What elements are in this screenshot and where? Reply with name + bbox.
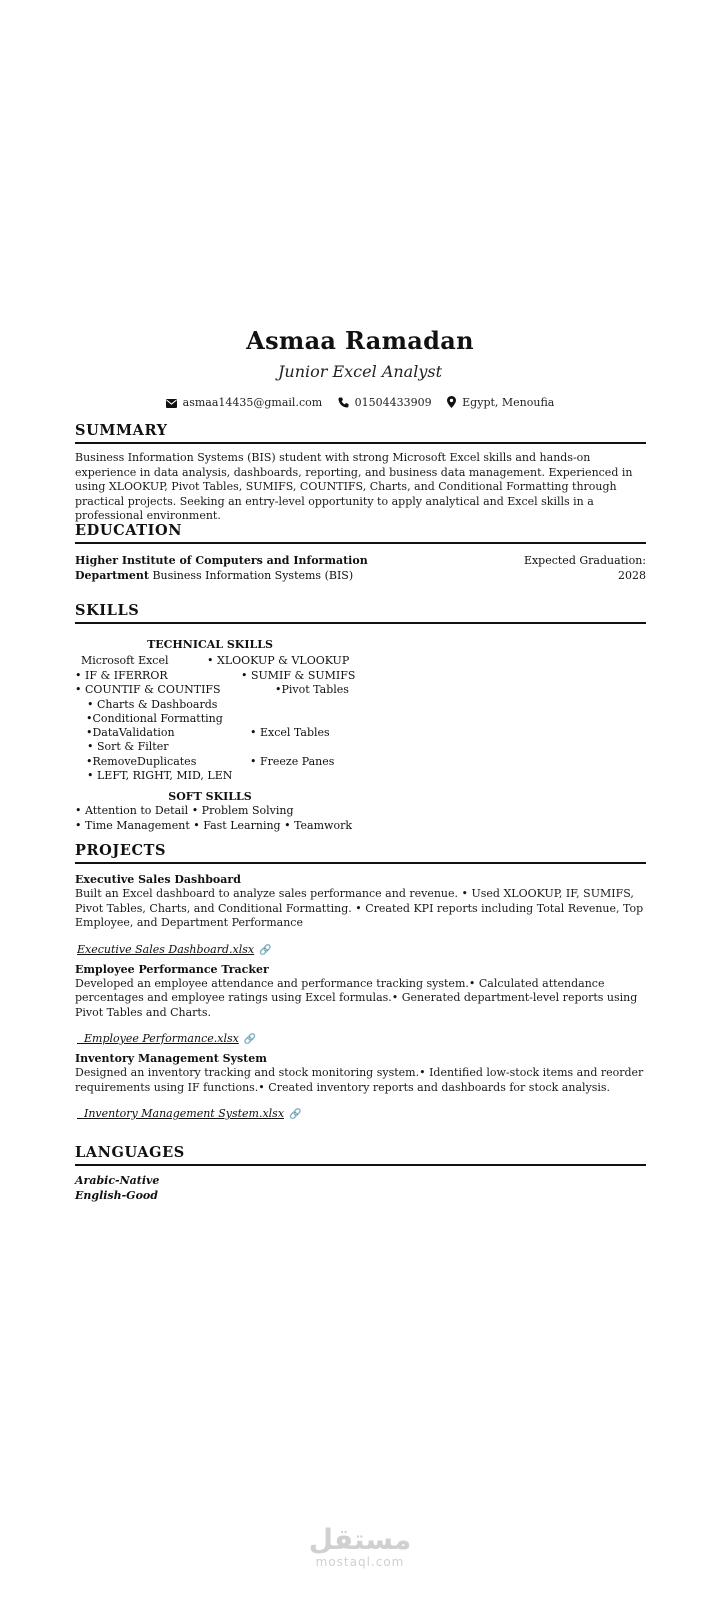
contact-phone[interactable] <box>338 396 432 409</box>
skill-item: • Freeze Panes <box>250 755 335 768</box>
skill-item: • SUMIF & SUMIFS <box>241 669 356 682</box>
skills-section <box>75 602 646 832</box>
project-file-link[interactable]: Employee Performance.xlsx <box>77 1032 239 1045</box>
skill-item: • COUNTIF & COUNTIFS <box>75 683 221 696</box>
skill-item: • Sort & Filter <box>87 740 169 753</box>
phone-icon <box>338 397 349 408</box>
envelope-icon <box>166 399 177 408</box>
project-file-link[interactable]: Inventory Management System.xlsx <box>77 1107 285 1120</box>
skill-item: • Excel Tables <box>250 726 330 739</box>
project-title: Executive Sales Dashboard <box>75 873 241 886</box>
language-item: English-Good <box>75 1189 158 1202</box>
phone-text: 01504433909 <box>354 395 432 409</box>
skill-item: •Conditional Formatting <box>86 712 223 725</box>
soft-skills-line: • Attention to Detail • Problem Solving <box>75 804 294 817</box>
skill-item: •Pivot Tables <box>275 683 349 696</box>
job-title: Junior Excel Analyst <box>277 362 443 381</box>
project-link-row <box>77 938 646 957</box>
link-icon: 🔗 <box>289 1109 302 1120</box>
project-item <box>75 963 646 1047</box>
contact-location <box>447 396 554 409</box>
watermark-arabic: مستقل <box>308 1523 412 1556</box>
watermark-latin: mostaql.com <box>315 1555 405 1569</box>
department-label: Department <box>75 568 149 582</box>
project-title: Employee Performance Tracker <box>75 962 269 976</box>
project-title: Inventory Management System <box>75 1052 267 1065</box>
technical-skills-title: TECHNICAL SKILLS <box>147 638 273 651</box>
education-entry <box>75 554 646 583</box>
languages-section <box>75 1144 646 1203</box>
project-link-row <box>77 1027 646 1046</box>
skill-item: Microsoft Excel <box>81 654 169 667</box>
project-description: Designed an inventory tracking and stock monitoring system.• Identified low-stock items and reorder requirements using IF functions.• Created inventory reports and dashboards for stock analysis. <box>75 1066 644 1094</box>
contact-row <box>0 395 720 409</box>
email-text: asmaa14435@gmail.com <box>182 395 323 409</box>
institution-name: Higher Institute of Computers and Information <box>75 554 368 567</box>
project-description: Built an Excel dashboard to analyze sales performance and revenue. • Used XLOOKUP, IF, SUMIFS, Pivot Tables, Charts, and Conditional Formatting. • Created KPI reports including Total Revenue, Top Employee, and Department Performance <box>75 887 644 929</box>
graduation-label: Expected Graduation: <box>523 554 646 567</box>
location-pin-icon <box>447 396 456 408</box>
project-file-link[interactable]: Executive Sales Dashboard.xlsx <box>77 942 255 956</box>
department-name: Business Information Systems (BIS) <box>148 568 354 582</box>
candidate-name: Asmaa Ramadan <box>246 326 474 355</box>
soft-skills-title: SOFT SKILLS <box>168 790 252 803</box>
skill-item: •DataValidation <box>86 726 175 739</box>
education-heading: EDUCATION <box>75 522 646 544</box>
education-section <box>75 522 646 583</box>
link-icon: 🔗 <box>259 944 272 956</box>
languages-heading: LANGUAGES <box>75 1144 646 1166</box>
project-item <box>75 873 646 957</box>
skill-item: • LEFT, RIGHT, MID, LEN <box>87 769 233 782</box>
summary-heading: SUMMARY <box>75 422 646 444</box>
skill-item: • XLOOKUP & VLOOKUP <box>207 654 350 667</box>
skill-item: • Charts & Dashboards <box>87 698 218 711</box>
soft-skills-line: • Time Management • Fast Learning • Teamwork <box>75 819 353 832</box>
projects-heading: PROJECTS <box>75 842 646 864</box>
skills-heading: SKILLS <box>75 602 646 624</box>
location-text: Egypt, Menoufia <box>462 395 555 409</box>
project-item <box>75 1052 646 1121</box>
graduation-year: 2028 <box>618 568 646 582</box>
summary-section <box>75 422 646 524</box>
projects-section <box>75 842 646 1121</box>
language-item: Arabic-Native <box>75 1174 160 1187</box>
watermark <box>0 1525 720 1569</box>
project-description: Developed an employee attendance and performance tracking system.• Calculated attendance percentages and employee ratings using Excel formulas.• Generated department-level reports using Pivot Tables and Charts. <box>75 976 638 1019</box>
skill-item: • IF & IFERROR <box>75 669 168 682</box>
project-link-row <box>77 1102 646 1121</box>
contact-email[interactable] <box>166 396 323 409</box>
skill-item: •RemoveDuplicates <box>86 755 197 768</box>
summary-text: Business Information Systems (BIS) student with strong Microsoft Excel skills and hands-on experience in data analysis, dashboards, reporting, and business data management. Experienced in using XLOOKUP, Pivot Tables, SUMIFS, COUNTIFS, Charts, and Conditional Formatting through practical projects. Seeking an entry-level opportunity to apply analytical and Excel skills in a professional environment. <box>75 451 633 522</box>
link-icon: 🔗 <box>243 1034 257 1045</box>
